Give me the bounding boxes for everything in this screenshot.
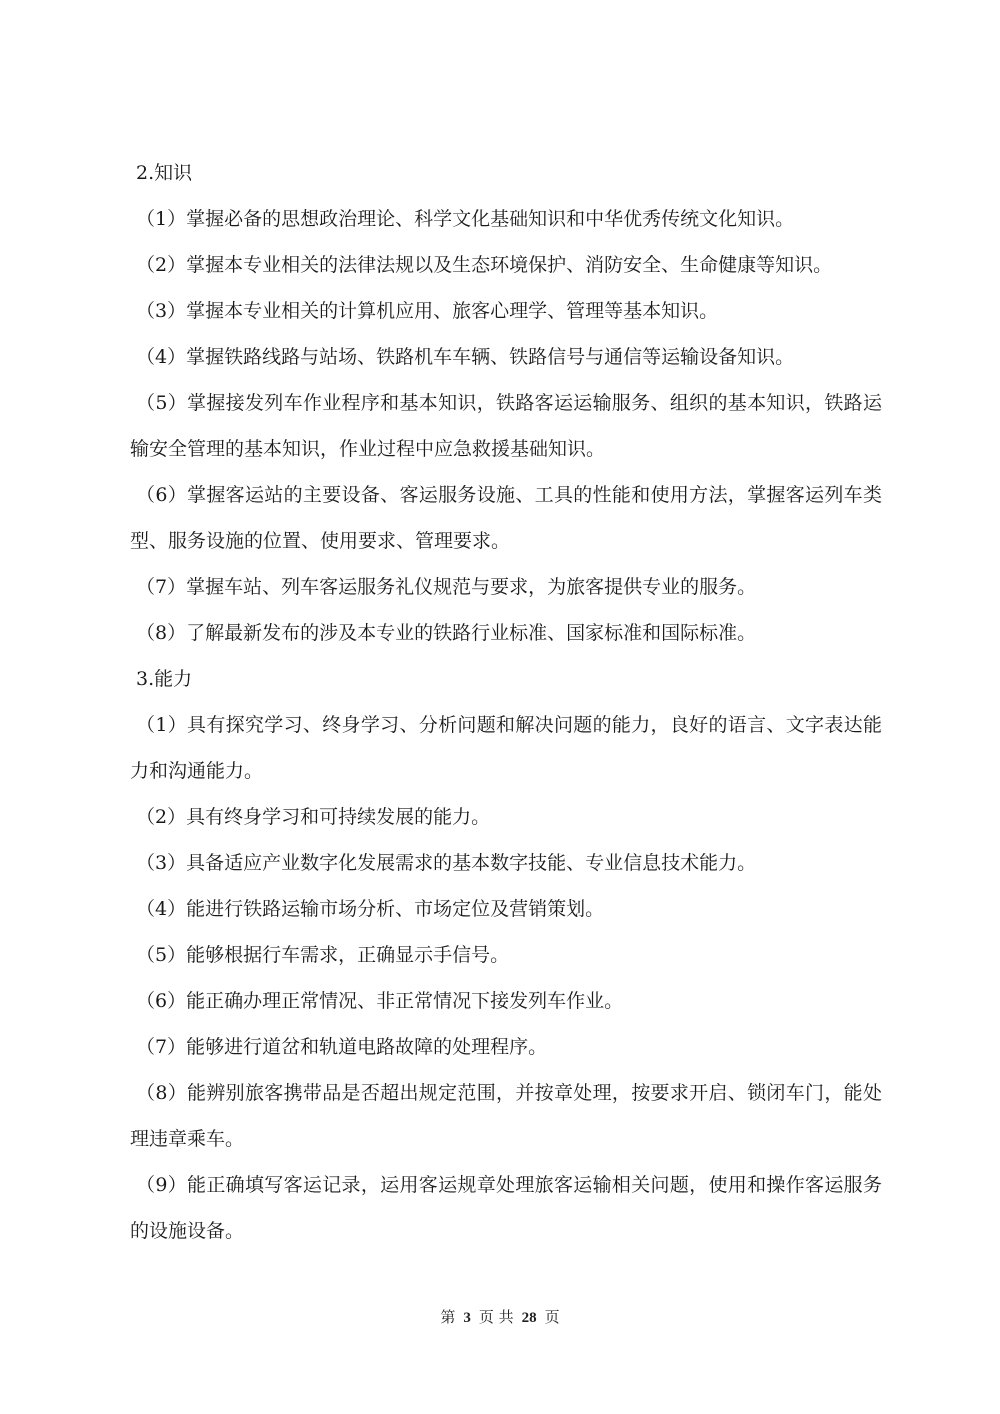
list-item: （8）了解最新发布的涉及本专业的铁路行业标准、国家标准和国际标准。 — [136, 622, 757, 644]
page-number: 3 — [463, 1310, 471, 1326]
document-body — [130, 150, 882, 1254]
footer-prefix: 第 — [440, 1308, 456, 1326]
list-item: （7）能够进行道岔和轨道电路故障的处理程序。 — [136, 1036, 548, 1058]
page-footer — [0, 1306, 1000, 1327]
page-total: 28 — [521, 1310, 537, 1326]
list-item: （2）掌握本专业相关的法律法规以及生态环境保护、消防安全、生命健康等知识。 — [136, 254, 833, 276]
list-item: （5）能够根据行车需求，正确显示手信号。 — [136, 944, 510, 966]
list-item: （8）能辨别旅客携带品是否超出规定范围，并按章处理，按要求开启、锁闭车门，能处理违章乘车。 — [130, 1082, 882, 1150]
list-item: （5）掌握接发列车作业程序和基本知识，铁路客运运输服务、组织的基本知识，铁路运输安全管理的基本知识，作业过程中应急救援基础知识。 — [130, 392, 882, 460]
list-item: （4）掌握铁路线路与站场、铁路机车车辆、铁路信号与通信等运输设备知识。 — [136, 346, 795, 368]
list-item: （4）能进行铁路运输市场分析、市场定位及营销策划。 — [136, 898, 605, 920]
list-item: （6）能正确办理正常情况、非正常情况下接发列车作业。 — [136, 990, 624, 1012]
footer-middle: 页 共 — [478, 1308, 514, 1326]
list-item: （3）具备适应产业数字化发展需求的基本数字技能、专业信息技术能力。 — [136, 852, 757, 874]
list-item: （2）具有终身学习和可持续发展的能力。 — [136, 806, 491, 828]
list-item: （3）掌握本专业相关的计算机应用、旅客心理学、管理等基本知识。 — [136, 300, 719, 322]
section-ability — [130, 656, 882, 1254]
list-item: （9）能正确填写客运记录，运用客运规章处理旅客运输相关问题，使用和操作客运服务的设施设备。 — [130, 1174, 882, 1242]
section-heading: 2.知识 — [136, 162, 193, 184]
section-heading: 3.能力 — [136, 668, 193, 690]
list-item: （6）掌握客运站的主要设备、客运服务设施、工具的性能和使用方法，掌握客运列车类型、服务设施的位置、使用要求、管理要求。 — [130, 484, 882, 552]
list-item: （1）具有探究学习、终身学习、分析问题和解决问题的能力，良好的语言、文字表达能力和沟通能力。 — [130, 714, 882, 782]
list-item: （1）掌握必备的思想政治理论、科学文化基础知识和中华优秀传统文化知识。 — [136, 208, 795, 230]
list-item: （7）掌握车站、列车客运服务礼仪规范与要求，为旅客提供专业的服务。 — [136, 576, 757, 598]
footer-suffix: 页 — [544, 1308, 560, 1326]
section-knowledge — [130, 150, 882, 656]
